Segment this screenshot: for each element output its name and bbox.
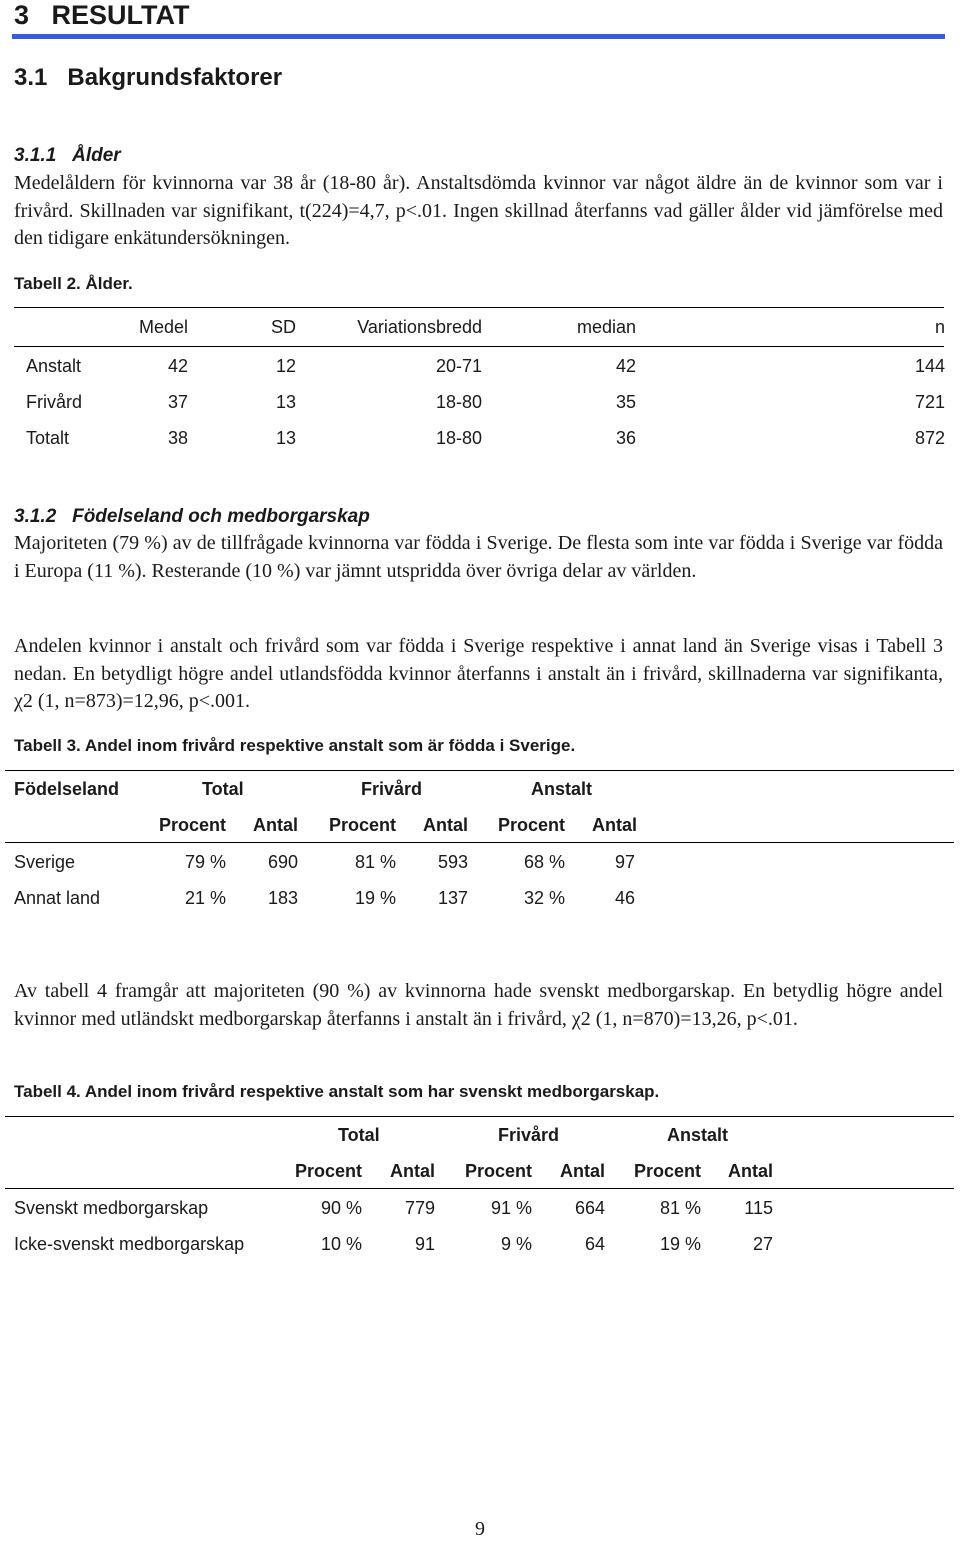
table4-cell: 91 % — [490, 1198, 532, 1218]
table2-cell: 42 — [167, 356, 188, 376]
table3-cell: 68 % — [523, 852, 565, 872]
table3-cell: 79 % — [184, 852, 226, 872]
table3-header-rule — [5, 842, 954, 843]
table4-subheader: Antal — [728, 1161, 773, 1181]
table4-cell: 779 — [404, 1198, 435, 1218]
table2-cell: 37 — [167, 392, 188, 412]
table2-cell: 20-71 — [435, 356, 482, 376]
table3-cell: 32 % — [523, 888, 565, 908]
table4-cell: 664 — [574, 1198, 605, 1218]
table2-cell: 144 — [914, 356, 945, 376]
subsection-heading-alder: 3.1.1 Ålder — [14, 145, 121, 166]
table2-header-rule — [14, 346, 944, 347]
table4-cell: 91 — [414, 1234, 435, 1254]
chapter-heading: 3 RESULTAT — [14, 0, 190, 30]
table3-subheader: Procent — [497, 815, 565, 835]
table4-subheader: Antal — [560, 1161, 605, 1181]
table3-cell: 19 % — [354, 888, 396, 908]
table4-subheader: Antal — [390, 1161, 435, 1181]
paragraph-fodelseland-2: Andelen kvinnor i anstalt och frivård som var födda i Sverige respektive i annat land än Sverige visas i Tabell 3 nedan. En betydligt högre andel utlandsfödda kvinnor återfanns i anstalt än i frivård, skillnaderna var signifikanta, χ2 (1, n=873)=12,96, p<.001. — [14, 635, 943, 712]
table3-cell: 46 — [615, 888, 636, 908]
table2-cell: 721 — [914, 392, 945, 412]
table2-header-variationsbredd: Variationsbredd — [357, 317, 482, 337]
table4-cell: 64 — [584, 1234, 605, 1254]
table2-header-n: n — [934, 317, 945, 337]
table4-cell: 19 % — [659, 1234, 701, 1254]
table3-cell: 183 — [267, 888, 298, 908]
table3-top-rule — [5, 770, 954, 771]
table3-row-label: Annat land — [14, 888, 101, 908]
paragraph-medborgarskap: Av tabell 4 framgår att majoriteten (90 %) av kvinnorna hade svenskt medborgarskap. En betydlig högre andel kvinnor med utländskt medborgarskap återfanns i anstalt än i frivård, χ2 (1, n=870)=13,26, p<.01. — [14, 980, 943, 1030]
table3-group-total: Total — [202, 779, 244, 799]
table3-cell: 97 — [615, 852, 636, 872]
table4-cell: 90 % — [320, 1198, 362, 1218]
table4-row-label: Icke-svenskt medborgarskap — [14, 1234, 245, 1254]
table2-row-label: Totalt — [26, 428, 70, 448]
table2-row-label: Frivård — [26, 392, 83, 412]
table2-cell: 13 — [275, 428, 296, 448]
table3-subheader: Procent — [158, 815, 226, 835]
table4-cell: 115 — [744, 1198, 773, 1218]
table4-group-total: Total — [338, 1125, 380, 1145]
table4-header-rule — [5, 1188, 954, 1189]
table4-group-frivard: Frivård — [498, 1125, 560, 1145]
table2-cell: 36 — [615, 428, 636, 448]
table3-caption: Tabell 3. Andel inom frivård respektive anstalt som är födda i Sverige. — [14, 736, 576, 755]
table4-cell: 27 — [752, 1234, 773, 1254]
table4-cell: 10 % — [320, 1234, 362, 1254]
table4-cell: 81 % — [659, 1198, 701, 1218]
table4-group-anstalt: Anstalt — [667, 1125, 729, 1145]
table4-subheader: Procent — [294, 1161, 362, 1181]
table2-cell: 13 — [275, 392, 296, 412]
table2-header-sd: SD — [270, 317, 296, 337]
table3-cell: 21 % — [184, 888, 226, 908]
table2-cell: 18-80 — [435, 428, 482, 448]
table3-column-label: Födelseland — [14, 779, 120, 799]
table4-row-label: Svenskt medborgarskap — [14, 1198, 209, 1218]
table2-cell: 18-80 — [435, 392, 482, 412]
table2-header-medel: Medel — [138, 317, 188, 337]
page-number: 9 — [475, 1518, 485, 1540]
table4-caption: Tabell 4. Andel inom frivård respektive anstalt som har svenskt medborgarskap. — [14, 1082, 660, 1101]
table2-cell: 42 — [615, 356, 636, 376]
table2-caption: Tabell 2. Ålder. — [14, 274, 133, 293]
table3-cell: 137 — [437, 888, 468, 908]
section-heading: 3.1 Bakgrundsfaktorer — [14, 64, 283, 91]
table4-subheader: Procent — [633, 1161, 701, 1181]
paragraph-alder: Medelåldern för kvinnorna var 38 år (18-80 år). Anstaltsdömda kvinnor var något äldre än de kvinnor som var i frivård. Skillnaden var signifikant, t(224)=4,7, p<.01. Ingen skillnad återfanns vad gäller ålder vid jämförelse med den tidigare enkätundersökningen. — [14, 172, 943, 249]
table2-top-rule — [14, 307, 944, 308]
table3-row-label: Sverige — [14, 852, 76, 872]
table2-cell: 35 — [615, 392, 636, 412]
table4-top-rule — [5, 1116, 954, 1117]
table2-cell: 38 — [167, 428, 188, 448]
table2-cell: 872 — [914, 428, 945, 448]
heading-rule — [12, 34, 945, 39]
table3-subheader: Procent — [328, 815, 396, 835]
table2-cell: 12 — [275, 356, 296, 376]
table4-cell: 9 % — [500, 1234, 532, 1254]
table3-group-anstalt: Anstalt — [531, 779, 593, 799]
table3-subheader: Antal — [592, 815, 637, 835]
table3-subheader: Antal — [423, 815, 468, 835]
table4-subheader: Procent — [464, 1161, 532, 1181]
subsection-heading-fodelseland: 3.1.2 Födelseland och medborgarskap — [14, 506, 370, 527]
table3-cell: 81 % — [354, 852, 396, 872]
table3-subheader: Antal — [253, 815, 298, 835]
table3-cell: 690 — [267, 852, 298, 872]
table3-group-frivard: Frivård — [361, 779, 423, 799]
table2-header-median: median — [576, 317, 636, 337]
paragraph-fodelseland-1: Majoriteten (79 %) av de tillfrågade kvinnorna var födda i Sverige. De flesta som inte var födda i Sverige var födda i Europa (11 %). Resterande (10 %) var jämnt utspridda över övriga delar av världen. — [14, 532, 943, 582]
table2-row-label: Anstalt — [26, 356, 82, 376]
table3-cell: 593 — [437, 852, 468, 872]
